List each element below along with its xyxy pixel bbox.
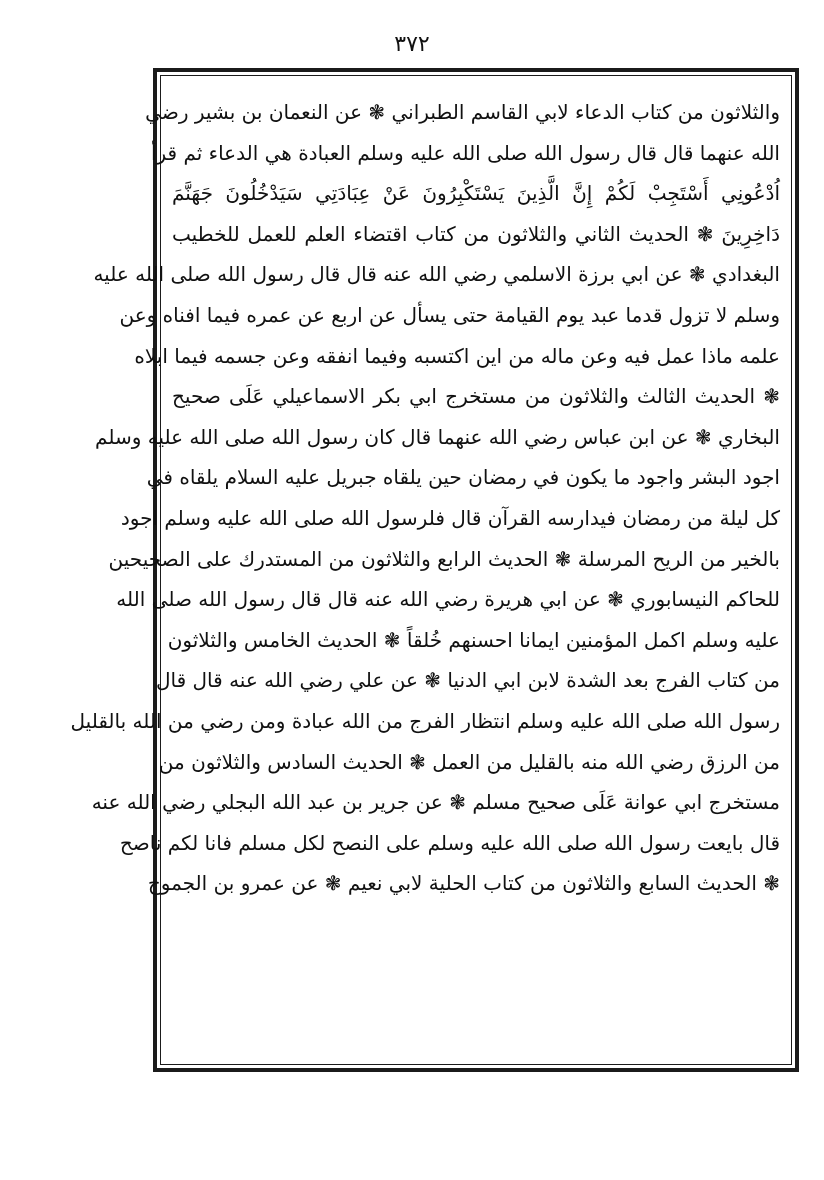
text-line: اجود البشر واجود ما يكون في رمضان حين يلقاه جبريل عليه السلام يلقاه في bbox=[146, 465, 780, 490]
text-line: البغدادي ❃ عن ابي برزة الاسلمي رضي الله عنه قال قال رسول الله صلى الله عليه bbox=[93, 262, 780, 287]
text-line: من الرزق رضي الله منه بالقليل من العمل ❃ الحديث السادس والثلاثون من bbox=[158, 749, 780, 774]
text-line: علمه ماذا عمل فيه وعن ماله من اين اكتسبه وفيما انفقه وعن جسمه فيما ابلاه bbox=[134, 343, 780, 368]
text-line: الله عنهما قال قال رسول الله صلى الله عليه وسلم العبادة هي الدعاء ثم قرأ bbox=[150, 140, 780, 165]
text-line: ❃ الحديث السابع والثلاثون من كتاب الحلية لابي نعيم ❃ عن عمرو بن الجموح bbox=[147, 871, 780, 896]
text-line: كل ليلة من رمضان فيدارسه القرآن قال فلرسول الله صلى الله عليه وسلم اجود bbox=[120, 505, 780, 530]
text-line: وسلم لا تزول قدما عبد يوم القيامة حتى يسأل عن اربع عن عمره فيما افناه وعن bbox=[119, 302, 780, 327]
text-line: قال بايعت رسول الله صلى الله عليه وسلم على النصح لكل مسلم فانا لكم ناصح bbox=[119, 830, 780, 855]
page-number: ٣٧٢ bbox=[394, 32, 430, 57]
text-line: من كتاب الفرج بعد الشدة لابن ابي الدنيا ❃ عن علي رضي الله عنه قال قال bbox=[155, 668, 780, 693]
text-line: للحاكم النيسابوري ❃ عن ابي هريرة رضي الله عنه قال قال رسول الله صلى الله bbox=[116, 587, 780, 612]
text-line: البخاري ❃ عن ابن عباس رضي الله عنهما قال كان رسول الله صلى الله عليه وسلم bbox=[95, 424, 780, 449]
hadith-text-block bbox=[70, 92, 780, 1052]
text-line: بالخير من الريح المرسلة ❃ الحديث الرابع والثلاثون من المستدرك على الصحيحين bbox=[108, 546, 780, 571]
text-line: اُدْعُونِي أَسْتَجِبْ لَكُمْ إِنَّ الَّذِينَ يَسْتَكْبِرُونَ عَنْ عِبَادَتِي سَيَدْخُلُونَ جَهَنَّمَ bbox=[172, 181, 780, 206]
text-line: عليه وسلم اكمل المؤمنين ايمانا احسنهم خُلقاً ❃ الحديث الخامس والثلاثون bbox=[167, 627, 780, 652]
text-line: مستخرج ابي عوانة عَلَى صحيح مسلم ❃ عن جرير بن عبد الله البجلي رضي الله عنه bbox=[91, 790, 780, 815]
text-line: دَاخِرِينَ ❃ الحديث الثاني والثلاثون من كتاب اقتضاء العلم للعمل للخطيب bbox=[172, 221, 780, 246]
text-line: ❃ الحديث الثالث والثلاثون من مستخرج ابي بكر الاسماعيلي عَلَى صحيح bbox=[172, 384, 780, 409]
text-line: والثلاثون من كتاب الدعاء لابي القاسم الطبراني ❃ عن النعمان بن بشير رضي bbox=[145, 100, 780, 124]
text-line: رسول الله صلى الله عليه وسلم انتظار الفرج من الله عبادة ومن رضي من الله بالقليل bbox=[70, 708, 780, 733]
